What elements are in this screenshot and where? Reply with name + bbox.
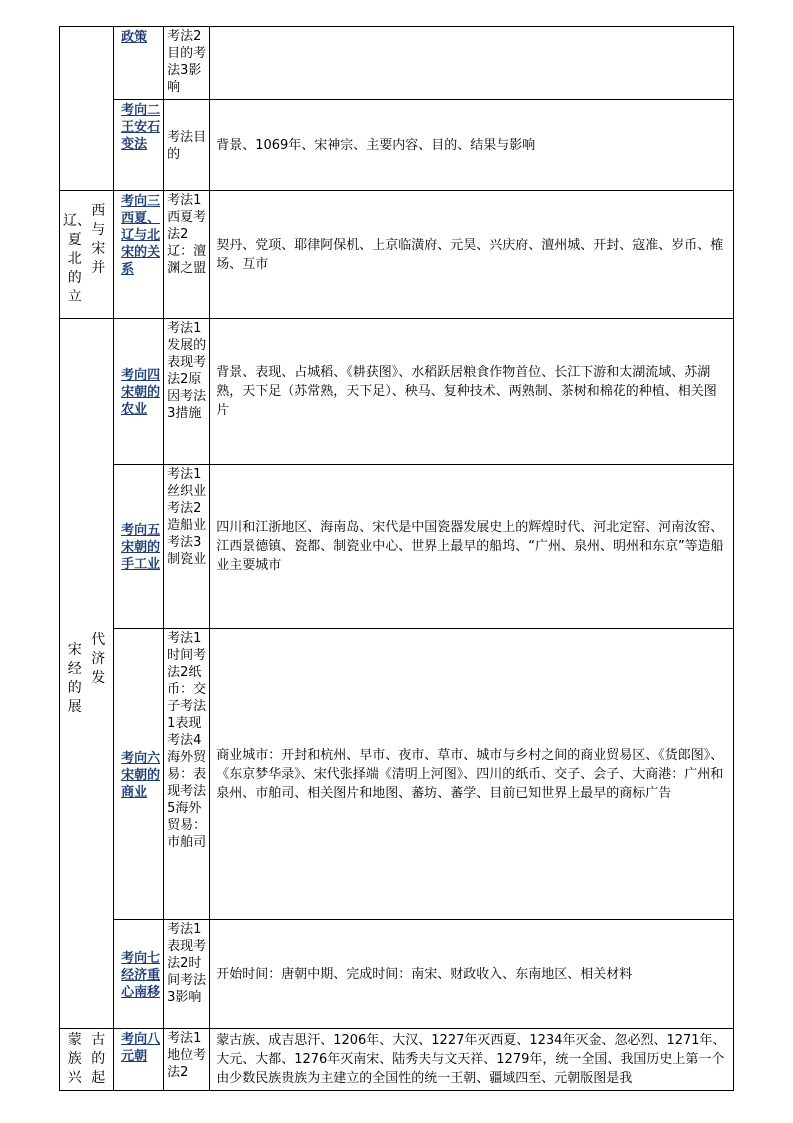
content-cell [210, 27, 734, 100]
content-cell: 蒙古族、成吉思汗、1206年、大汉、1227年灭西夏、1234年灭金、忽必烈、1271年、大元、大都、1276年灭南宋、陆秀夫与文天祥、1279年，统一全国、我国历史上第一个由少数民族贵族为主建立的全国性的统一王朝、疆域四至、元朝版图是我 [210, 1029, 734, 1091]
table-row [60, 27, 734, 100]
unit-link[interactable]: 考向三西夏、辽与北宋的关系 [114, 191, 164, 319]
table-row [60, 465, 734, 629]
unit-link[interactable]: 政策 [114, 27, 164, 100]
topic-cell [60, 319, 114, 1029]
unit-link[interactable]: 考向六宋朝的商业 [114, 629, 164, 920]
exam-method-cell: 考法2目的考法3影响 [164, 27, 210, 100]
table-row [60, 1029, 734, 1091]
content-cell: 背景、1069年、宋神宗、主要内容、目的、结果与影响 [210, 100, 734, 191]
exam-method-cell: 考法1时间考法2纸币：交子考法1表现考法4海外贸易：表现考法5海外贸易：市舶司 [164, 629, 210, 920]
topic-text-a: 宋经的展 [67, 641, 82, 715]
exam-method-cell: 考法目的 [164, 100, 210, 191]
review-outline-table [59, 26, 734, 1091]
exam-method-cell: 考法1丝织业考法2造船业考法3制瓷业 [164, 465, 210, 629]
topic-text-a: 辽、夏北的立 [63, 213, 91, 305]
topic-text-b: 西与宋并 [91, 203, 106, 276]
table-row [60, 319, 734, 465]
table-row [60, 920, 734, 1029]
table-row [60, 100, 734, 191]
content-cell: 商业城市：开封和杭州、早市、夜市、草市、城市与乡村之间的商业贸易区、《货郎图》、《东京梦华录》、宋代张择端《清明上河图》、四川的纸币、交子、会子、大商港：广州和泉州、市舶司、相关图片和地图、蕃坊、蕃学、目前已知世界上最早的商标广告 [210, 629, 734, 920]
topic-cell [60, 191, 114, 319]
topic-text-b: 古的起 [91, 1032, 106, 1086]
content-cell: 开始时间：唐朝中期、完成时间：南宋、财政收入、东南地区、相关材料 [210, 920, 734, 1029]
topic-text-a: 蒙族兴 [67, 1032, 82, 1086]
unit-link[interactable]: 考向七经济重心南移 [114, 920, 164, 1029]
content-cell: 四川和江浙地区、海南岛、宋代是中国瓷器发展史上的辉煌时代、河北定窑、河南汝窑、江西景德镇、瓷都、制瓷业中心、世界上最早的船坞、“广州、泉州、明州和东京”等造船业主要城市 [210, 465, 734, 629]
unit-link[interactable]: 考向五宋朝的手工业 [114, 465, 164, 629]
content-cell: 背景、表现、占城稻、《耕获图》、水稻跃居粮食作物首位、长江下游和太湖流域、苏湖熟，天下足（苏常熟，天下足）、秧马、复种技术、两熟制、茶树和棉花的种植、相关图片 [210, 319, 734, 465]
topic-cell [60, 27, 114, 191]
content-cell: 契丹、党项、耶律阿保机、上京临潢府、元昊、兴庆府、澶州城、开封、寇准、岁币、榷场、互市 [210, 191, 734, 319]
topic-cell [60, 1029, 114, 1091]
unit-link[interactable]: 考向二王安石变法 [114, 100, 164, 191]
table-row [60, 191, 734, 319]
table-row [60, 629, 734, 920]
exam-method-cell: 考法1发展的表现考法2原因考法3措施 [164, 319, 210, 465]
unit-link[interactable]: 考向四宋朝的农业 [114, 319, 164, 465]
exam-method-cell: 考法1西夏考法2辽：澶渊之盟 [164, 191, 210, 319]
unit-link[interactable]: 考向八元朝 [114, 1029, 164, 1091]
exam-method-cell: 考法1地位考法2 [164, 1029, 210, 1091]
topic-text-b: 代济发 [91, 631, 106, 686]
exam-method-cell: 考法1表现考法2时间考法3影响 [164, 920, 210, 1029]
